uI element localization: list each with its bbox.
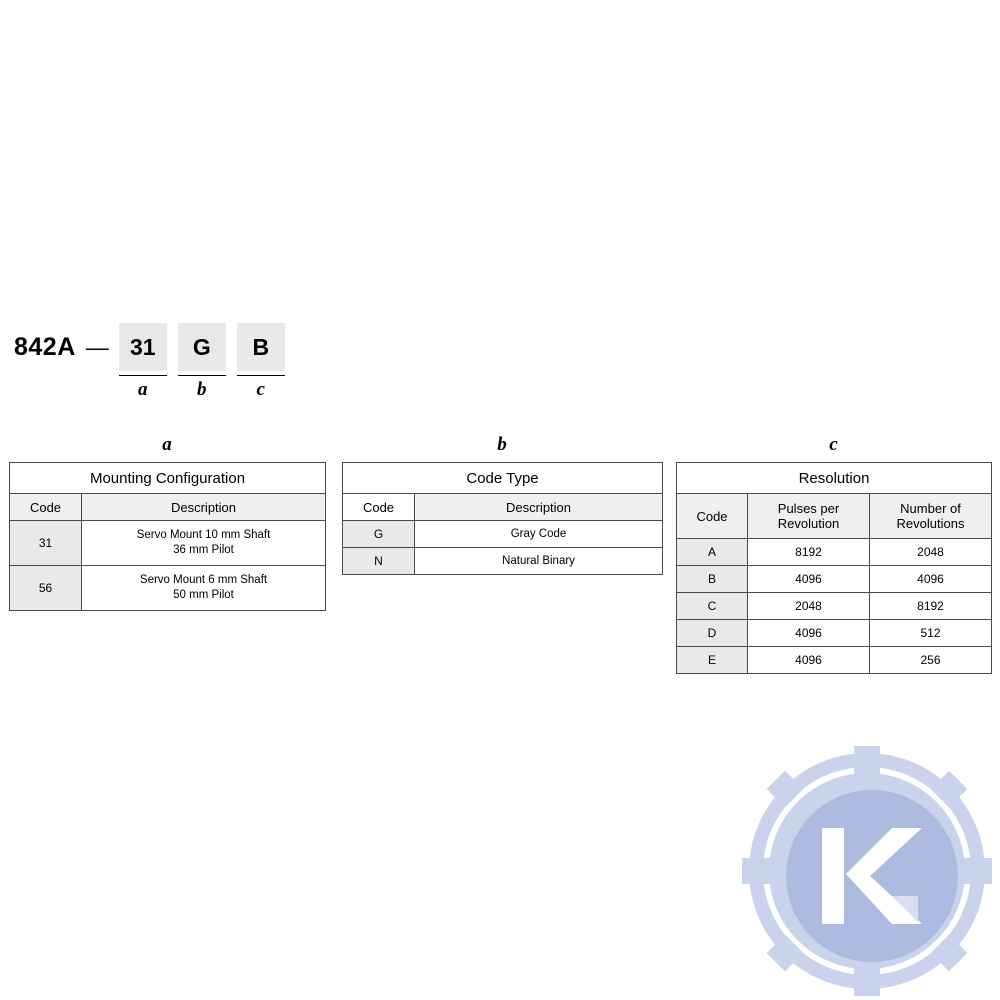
table-code-type — [342, 462, 663, 575]
cell-number-of-revolutions: 8192 — [870, 593, 992, 620]
table-title-row — [677, 463, 992, 494]
table-mounting-configuration — [9, 462, 326, 611]
column-header-pulses-per-revolution — [748, 494, 870, 539]
cell-number-of-revolutions: 4096 — [870, 566, 992, 593]
column-header-number-of-revolutions — [870, 494, 992, 539]
gear-k-logo-watermark — [742, 746, 992, 996]
cell-pulses-per-revolution: 4096 — [748, 620, 870, 647]
table-row — [343, 548, 663, 575]
cell-pulses-per-revolution: 2048 — [748, 593, 870, 620]
table-title-a: Mounting Configuration — [10, 463, 326, 494]
cell-number-of-revolutions: 2048 — [870, 539, 992, 566]
table-row — [677, 647, 992, 674]
part-number-value-b: G — [178, 323, 226, 371]
cell-number-of-revolutions: 512 — [870, 620, 992, 647]
table-block-mounting-configuration — [9, 434, 325, 611]
table-block-code-type — [342, 434, 662, 575]
table-block-resolution — [676, 434, 991, 674]
cell-code: E — [677, 647, 748, 674]
table-title-c: Resolution — [677, 463, 992, 494]
part-number-underline-c — [237, 375, 285, 376]
description-line-1: Servo Mount 10 mm Shaft — [136, 529, 271, 541]
description-line-1: Servo Mount 6 mm Shaft — [139, 574, 268, 586]
part-number-separator: — — [85, 334, 109, 360]
column-header-code-c: Code — [677, 494, 748, 539]
part-number-key-a: a — [138, 379, 148, 400]
table-row — [10, 566, 326, 611]
column-header-description-b: Description — [415, 494, 663, 521]
part-number-breakdown — [14, 323, 296, 401]
table-row — [677, 593, 992, 620]
cell-pulses-per-revolution: 8192 — [748, 539, 870, 566]
cell-description — [82, 566, 326, 611]
part-number-underline-b — [178, 375, 226, 376]
table-title-row — [343, 463, 663, 494]
cell-code: D — [677, 620, 748, 647]
cell-code: N — [343, 548, 415, 575]
table-header-row — [677, 494, 992, 539]
part-number-value-c: B — [237, 323, 285, 371]
header-line-1: Number of — [900, 501, 961, 516]
cell-pulses-per-revolution: 4096 — [748, 566, 870, 593]
part-number-underline-a — [119, 375, 167, 376]
column-header-code-a: Code — [10, 494, 82, 521]
cell-description: Natural Binary — [415, 548, 663, 575]
table-row — [343, 521, 663, 548]
table-header-row — [10, 494, 326, 521]
cell-code: A — [677, 539, 748, 566]
table-resolution — [676, 462, 992, 674]
cell-pulses-per-revolution: 4096 — [748, 647, 870, 674]
table-key-a: a — [162, 434, 172, 455]
table-key-c: c — [829, 434, 838, 455]
cell-code: C — [677, 593, 748, 620]
description-line-2: 36 mm Pilot — [173, 544, 234, 556]
part-number-segment-c — [237, 323, 285, 401]
header-line-1: Pulses per — [777, 501, 840, 516]
table-row — [677, 566, 992, 593]
part-number-segment-b — [178, 323, 226, 401]
cell-code: 31 — [10, 521, 82, 566]
column-header-description-a: Description — [82, 494, 326, 521]
table-header-row — [343, 494, 663, 521]
header-line-2: Revolution — [777, 516, 840, 531]
description-line-2: 50 mm Pilot — [173, 589, 234, 601]
part-number-key-c: c — [256, 379, 265, 400]
cell-code: G — [343, 521, 415, 548]
part-number-value-a: 31 — [119, 323, 167, 371]
table-title-b: Code Type — [343, 463, 663, 494]
table-title-row — [10, 463, 326, 494]
table-row — [677, 620, 992, 647]
part-number-key-b: b — [197, 379, 207, 400]
header-line-2: Revolutions — [896, 516, 965, 531]
cell-number-of-revolutions: 256 — [870, 647, 992, 674]
table-row — [677, 539, 992, 566]
cell-description — [82, 521, 326, 566]
cell-code: 56 — [10, 566, 82, 611]
table-row — [10, 521, 326, 566]
cell-description: Gray Code — [415, 521, 663, 548]
part-number-base: 842A — [14, 333, 76, 361]
cell-code: B — [677, 566, 748, 593]
column-header-code-b: Code — [343, 494, 415, 521]
part-number-segment-a — [119, 323, 167, 401]
table-key-b: b — [497, 434, 507, 455]
